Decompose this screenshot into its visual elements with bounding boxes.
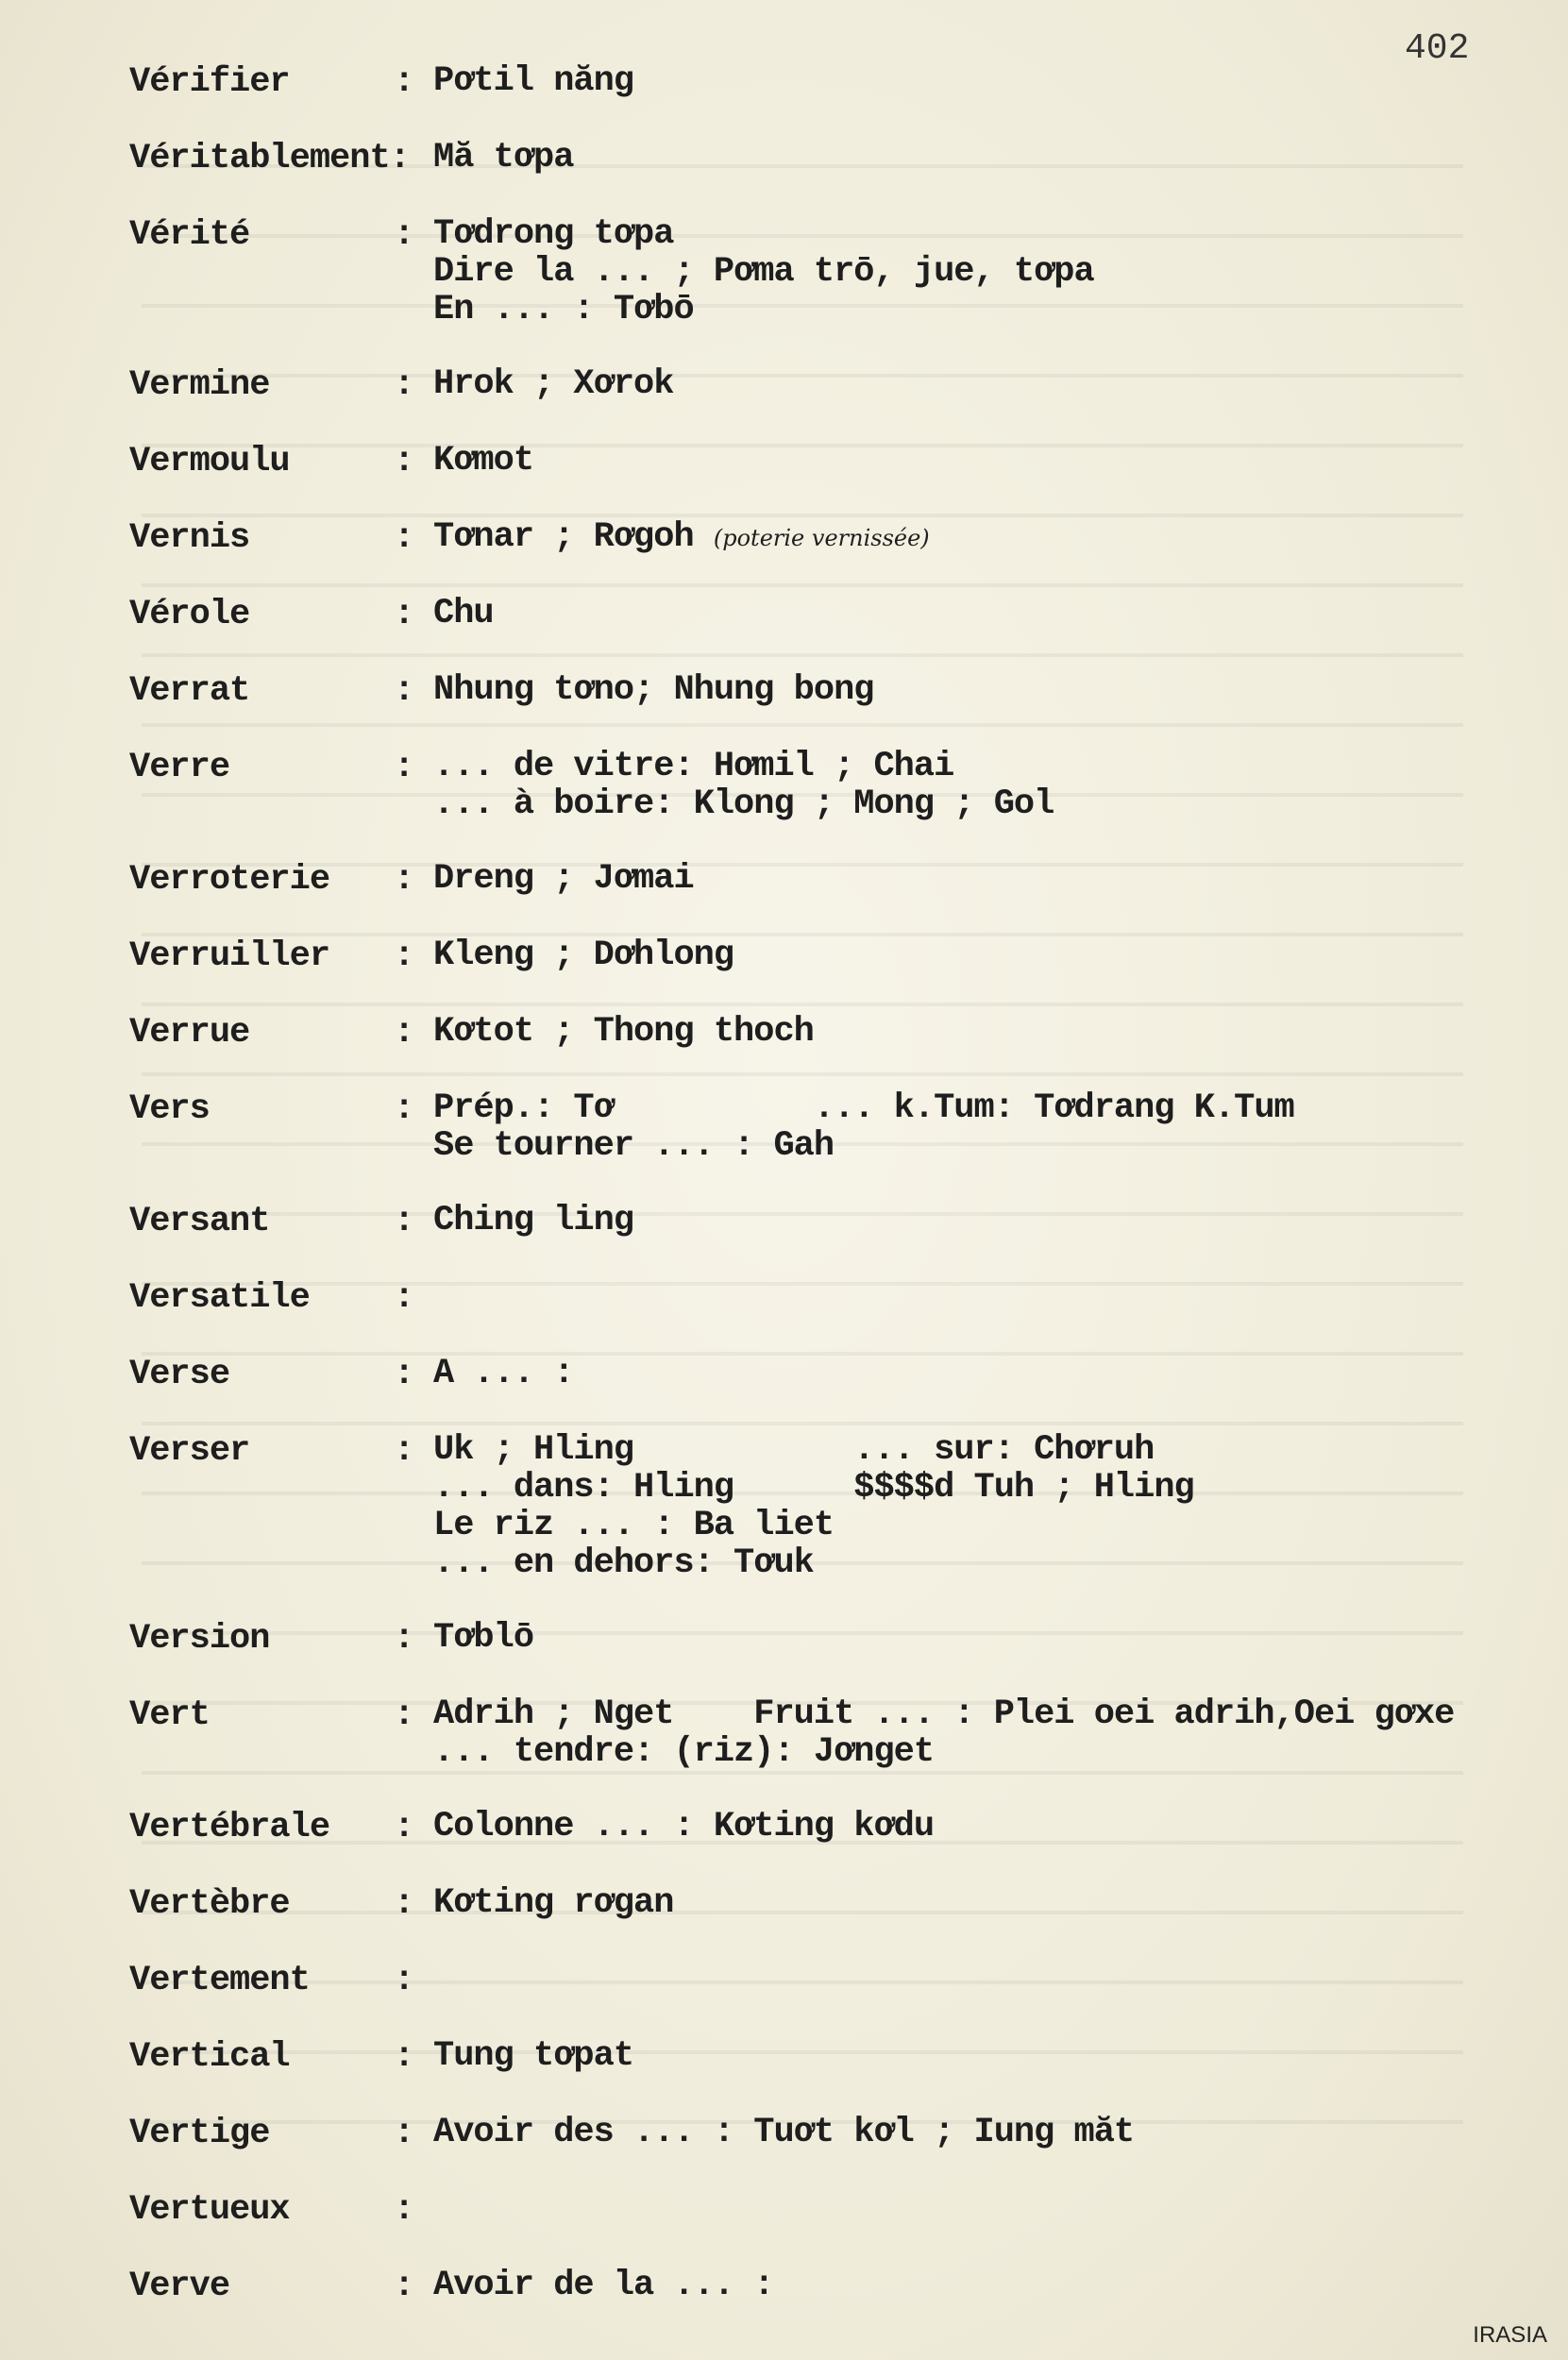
separator-colon: : — [394, 1808, 415, 1847]
definition-line — [433, 671, 1564, 709]
separator-colon: : — [394, 1013, 415, 1053]
headword: Vert — [129, 1695, 210, 1735]
headword: Vernis — [129, 518, 250, 558]
dictionary-entry — [129, 2114, 1564, 2153]
headword: Versant — [129, 1202, 270, 1241]
headword: Vermine — [129, 365, 270, 405]
definition-text: Tơnar ; Rơgoh — [433, 517, 694, 557]
dictionary-entries — [129, 62, 1564, 2343]
headword: Verse — [129, 1355, 230, 1394]
definition-text: ... tendre: (riz): Jơnget — [433, 1732, 935, 1772]
dictionary-entry — [129, 1961, 1564, 2000]
definition-text: Dreng ; Jơmai — [433, 859, 694, 899]
definition-line — [433, 860, 1564, 898]
definition-block — [433, 2267, 1564, 2304]
definition-line — [433, 139, 1564, 177]
definition-line — [433, 215, 1564, 253]
separator-colon: : — [394, 936, 415, 976]
headword: Vertébrale — [129, 1808, 330, 1847]
separator-colon: : — [394, 442, 415, 481]
headword: Verre — [129, 748, 230, 787]
definition-line — [433, 1733, 1564, 1771]
definition-line — [433, 1695, 1564, 1733]
separator-colon: : — [394, 1202, 415, 1241]
definition-block — [433, 1884, 1564, 1922]
dictionary-entry — [129, 1431, 1564, 1582]
definition-text: A ... : — [433, 1354, 574, 1393]
definition-text: Kơting rơgan — [433, 1883, 674, 1923]
definition-text: Dire la ... ; Pơma trō, jue, tơpa — [433, 252, 1094, 292]
definition-block — [433, 671, 1564, 709]
dictionary-entry — [129, 215, 1564, 329]
definition-line — [433, 1127, 1564, 1165]
headword: Versatile — [129, 1278, 310, 1318]
separator-colon: : — [394, 215, 415, 255]
definition-text: ... en dehors: Tơuk — [433, 1543, 814, 1583]
headword: Véritablement: — [129, 139, 410, 178]
definition-text: Kơtot ; Thong thoch — [433, 1012, 814, 1052]
definition-text: Hrok ; Xơrok — [433, 364, 674, 404]
separator-colon: : — [394, 62, 415, 102]
definition-text: Mă tơpa — [433, 138, 574, 177]
definition-line — [433, 595, 1564, 632]
definition-text: Tơblō — [433, 1618, 534, 1658]
dictionary-entry — [129, 1202, 1564, 1241]
dictionary-entry — [129, 595, 1564, 634]
dictionary-entry — [129, 1355, 1564, 1394]
headword: Vertèbre — [129, 1884, 290, 1924]
headword: Vers — [129, 1089, 210, 1129]
definition-block — [433, 1695, 1564, 1771]
definition-block — [433, 936, 1564, 974]
definition-text: Pơtil năng — [433, 61, 634, 101]
dictionary-entry — [129, 139, 1564, 178]
definition-text: Prép.: Tơ ... k.Tum: Tơdrang K.Tum — [433, 1088, 1294, 1128]
headword: Vérole — [129, 595, 250, 634]
definition-line — [433, 442, 1564, 480]
headword: Verroterie — [129, 860, 330, 900]
headword: Verser — [129, 1431, 250, 1471]
headword: Vertement — [129, 1961, 310, 2000]
headword: Vérité — [129, 215, 250, 255]
definition-text: Ching ling — [433, 1201, 634, 1240]
definition-block — [433, 442, 1564, 480]
dictionary-entry — [129, 1013, 1564, 1053]
headword: Verve — [129, 2267, 230, 2306]
definition-text: Kơmot — [433, 441, 534, 480]
definition-text: Tơdrong tơpa — [433, 214, 674, 254]
definition-line — [433, 365, 1564, 403]
definition-block — [433, 1431, 1564, 1582]
dictionary-entry — [129, 1884, 1564, 1924]
dictionary-entry — [129, 442, 1564, 481]
definition-line — [433, 1202, 1564, 1239]
headword: Verrat — [129, 671, 250, 711]
definition-block — [433, 2037, 1564, 2075]
definition-line — [433, 1544, 1564, 1582]
definition-line — [433, 518, 1564, 557]
watermark: IRASIA — [1473, 2322, 1547, 2348]
separator-colon: : — [394, 1961, 415, 2000]
definition-line — [433, 1013, 1564, 1051]
separator-colon: : — [394, 860, 415, 900]
definition-block — [433, 2114, 1564, 2151]
page-number: 402 — [1405, 28, 1470, 69]
definition-block — [433, 748, 1564, 823]
dictionary-entry — [129, 518, 1564, 558]
separator-colon: : — [394, 748, 415, 787]
definition-text: Chu — [433, 594, 494, 633]
headword: Vertige — [129, 2114, 270, 2153]
separator-colon: : — [394, 2267, 415, 2306]
separator-colon: : — [394, 1619, 415, 1659]
dictionary-entry — [129, 1619, 1564, 1659]
definition-block — [433, 139, 1564, 177]
headword: Vérifier — [129, 62, 290, 102]
separator-colon: : — [394, 671, 415, 711]
definition-block — [433, 595, 1564, 632]
dictionary-entry — [129, 1089, 1564, 1165]
dictionary-entry — [129, 62, 1564, 102]
headword: Version — [129, 1619, 270, 1659]
definition-block — [433, 62, 1564, 100]
separator-colon: : — [394, 1278, 415, 1318]
definition-block — [433, 365, 1564, 403]
definition-line — [433, 1884, 1564, 1922]
definition-line — [433, 253, 1564, 291]
definition-text: Uk ; Hling ... sur: Chơruh — [433, 1430, 1155, 1470]
definition-line — [433, 936, 1564, 974]
headword: Verrue — [129, 1013, 250, 1053]
definition-text: ... dans: Hling $$$$d Tuh ; Hling — [433, 1468, 1194, 1508]
definition-line — [433, 1089, 1564, 1127]
definition-text: En ... : Tơbō — [433, 290, 694, 329]
definition-block — [433, 1202, 1564, 1239]
separator-colon: : — [394, 365, 415, 405]
headword: Vertical — [129, 2037, 290, 2077]
definition-block — [433, 518, 1564, 557]
definition-block — [433, 215, 1564, 329]
definition-text: Avoir des ... : Tuơt kơl ; Iung măt — [433, 2113, 1135, 2152]
separator-colon: : — [394, 1884, 415, 1924]
definition-line — [433, 62, 1564, 100]
headword: Vertueux — [129, 2190, 290, 2230]
definition-text: Colonne ... : Kơting kơdu — [433, 1807, 935, 1846]
definition-block — [433, 1013, 1564, 1051]
definition-text: Se tourner ... : Gah — [433, 1126, 835, 1166]
separator-colon: : — [394, 1695, 415, 1735]
dictionary-entry — [129, 1278, 1564, 1318]
definition-line — [433, 2037, 1564, 2075]
handwritten-note: (poterie vernissée) — [713, 525, 930, 551]
dictionary-entry — [129, 1808, 1564, 1847]
dictionary-entry — [129, 2267, 1564, 2306]
definition-text: Tung tơpat — [433, 2036, 634, 2076]
definition-text: Le riz ... : Ba liet — [433, 1506, 835, 1545]
separator-colon: : — [394, 2037, 415, 2077]
separator-colon: : — [394, 1089, 415, 1129]
definition-line — [433, 1355, 1564, 1392]
definition-line — [433, 2267, 1564, 2304]
definition-block — [433, 1355, 1564, 1392]
definition-line — [433, 748, 1564, 785]
definition-text: Kleng ; Dơhlong — [433, 936, 734, 975]
dictionary-entry — [129, 748, 1564, 823]
definition-text: Avoir de la ... : — [433, 2266, 774, 2305]
separator-colon: : — [394, 518, 415, 558]
separator-colon: : — [394, 1355, 415, 1394]
definition-line — [433, 1507, 1564, 1544]
headword: Verruiller — [129, 936, 330, 976]
definition-text: Nhung tơno; Nhung bong — [433, 670, 874, 710]
dictionary-entry — [129, 936, 1564, 976]
definition-line — [433, 2114, 1564, 2151]
definition-text: ... de vitre: Hơmil ; Chai — [433, 747, 954, 786]
dictionary-entry — [129, 1695, 1564, 1771]
definition-block — [433, 1808, 1564, 1846]
definition-line — [433, 1619, 1564, 1657]
separator-colon: : — [394, 2190, 415, 2230]
definition-block — [433, 860, 1564, 898]
dictionary-entry — [129, 860, 1564, 900]
definition-text: ... à boire: Klong ; Mong ; Gol — [433, 784, 1054, 824]
dictionary-entry — [129, 671, 1564, 711]
definition-line — [433, 1431, 1564, 1469]
dictionary-entry — [129, 2037, 1564, 2077]
separator-colon: : — [394, 595, 415, 634]
definition-line — [433, 1469, 1564, 1507]
separator-colon: : — [394, 1431, 415, 1471]
separator-colon: : — [394, 2114, 415, 2153]
definition-block — [433, 1619, 1564, 1657]
headword: Vermoulu — [129, 442, 290, 481]
definition-line — [433, 291, 1564, 329]
definition-line — [433, 1808, 1564, 1846]
definition-text: Adrih ; Nget Fruit ... : Plei oei adrih,Oei gơxe — [433, 1694, 1455, 1734]
dictionary-entry — [129, 365, 1564, 405]
definition-line — [433, 785, 1564, 823]
dictionary-entry — [129, 2190, 1564, 2230]
definition-block — [433, 1089, 1564, 1165]
